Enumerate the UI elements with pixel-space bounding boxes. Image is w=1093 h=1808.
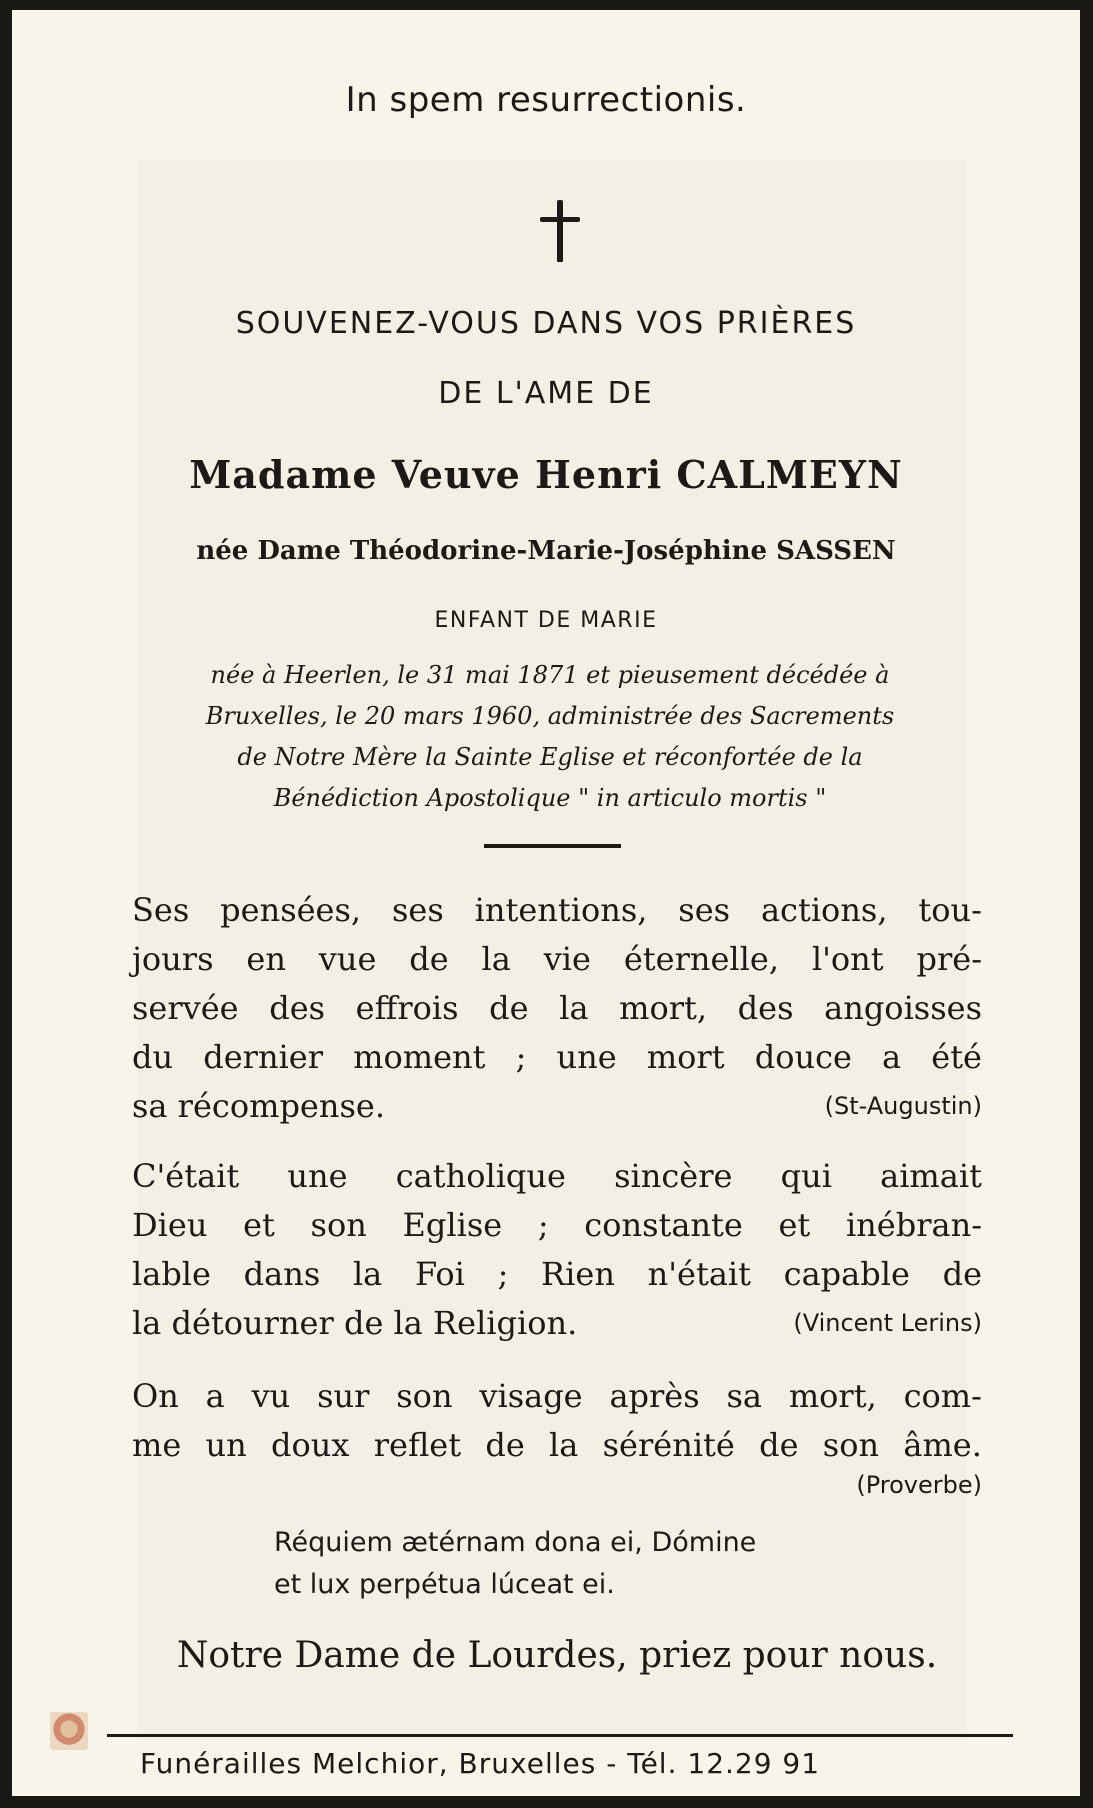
quote-attribution: (Vincent Lerins) [793,1309,982,1337]
deceased-title: ENFANT DE MARIE [434,608,658,633]
funeral-home-footer: Funérailles Melchior, Bruxelles - Tél. 12.29 91 [140,1747,821,1780]
prayer-line-2: et lux perpétua lúceat ei. [274,1569,615,1600]
invocation: Notre Dame de Lourdes, priez pour nous. [176,1635,938,1676]
quote-st-augustin [132,886,982,1131]
quote-line-with-attribution: sa récompense. (St-Augustin) [132,1082,982,1131]
quote-line: jours en vue de la vie éternelle, l'ont pré- [132,940,982,978]
prayer-request-line-1: SOUVENEZ-VOUS DANS VOS PRIÈRES [235,306,857,341]
prayer-line-1: Réquiem ætérnam dona ei, Dómine [274,1527,757,1558]
quote-line: me un doux reflet de la sérénité de son âme. [132,1426,982,1464]
biography-line: née à Heerlen, le 31 mai 1871 et pieusement décédée à [210,661,890,689]
quote-line: du dernier moment ; une mort douce a été [132,1038,982,1076]
quote-line: Dieu et son Eglise ; constante et inébran- [132,1206,982,1244]
deceased-name: Madame Veuve Henri CALMEYN [189,452,903,497]
quote-attribution: (St-Augustin) [824,1092,982,1120]
biography-line: de Notre Mère la Sainte Eglise et réconfortée de la [237,743,863,771]
biography-line: Bénédiction Apostolique " in articulo mortis " [273,784,827,812]
quote-line: On a vu sur son visage après sa mort, com- [132,1377,982,1415]
latin-prayer [274,1522,756,1606]
separator-rule [484,844,621,848]
memorial-card [12,10,1080,1796]
quote-attribution: (Proverbe) [856,1471,982,1499]
motto: In spem resurrectionis. [345,80,747,120]
quote-line: servée des effrois de la mort, des angoisses [132,989,982,1027]
biography-line: Bruxelles, le 20 mars 1960, administrée des Sacrements [205,702,895,730]
quote-line: C'était une catholique sincère qui aimait [132,1157,982,1195]
biography [120,655,980,819]
stamp-seal-icon [50,1712,88,1750]
footer-rule [107,1734,1013,1737]
cross-icon [540,200,580,262]
quote-line: Ses pensées, ses intentions, ses actions, tou- [132,891,982,929]
quote-line: lable dans la Foi ; Rien n'était capable de [132,1255,982,1293]
quote-vincent-lerins [132,1152,982,1348]
prayer-request-line-2: DE L'AME DE [438,376,654,411]
quote-line-with-attribution: la détourner de la Religion. (Vincent Lerins) [132,1299,982,1348]
maiden-name: née Dame Théodorine-Marie-Joséphine SASSEN [196,536,896,566]
quote-proverbe [132,1372,982,1500]
